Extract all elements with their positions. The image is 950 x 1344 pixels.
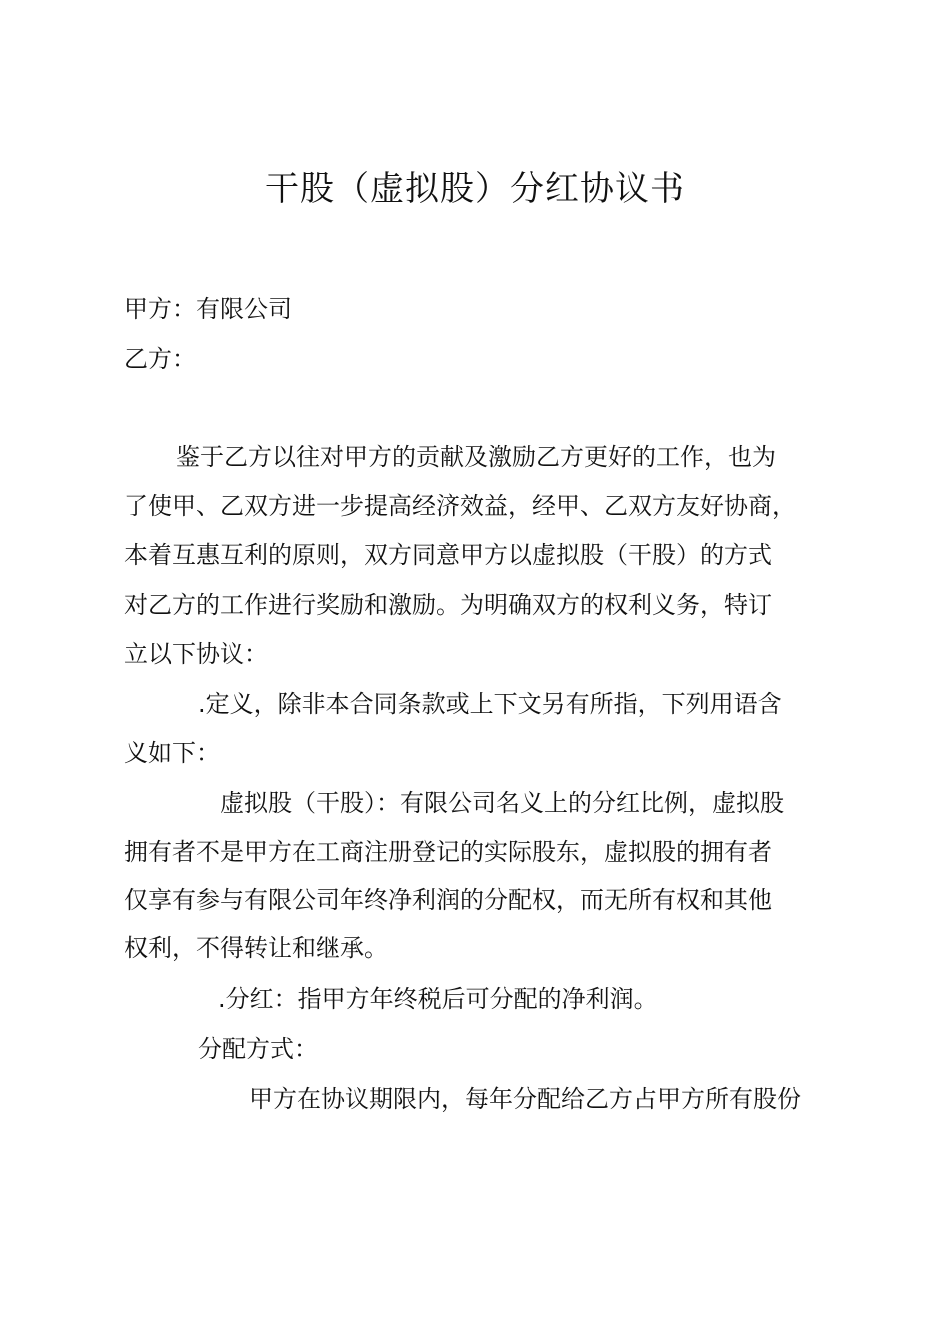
distribution-method-heading: 分配方式： — [198, 1035, 318, 1063]
preamble-line-2: 了使甲、乙双方进一步提高经济效益，经甲、乙双方友好协商， — [124, 492, 796, 520]
virtual-share-definition-line-2: 拥有者不是甲方在工商注册登记的实际股东，虚拟股的拥有者 — [124, 838, 772, 866]
preamble-line-5: 立以下协议： — [124, 640, 268, 668]
party-a-line: 甲方：有限公司 — [124, 295, 292, 323]
virtual-share-definition-line-1: 虚拟股（干股）：有限公司名义上的分红比例，虚拟股 — [220, 789, 784, 817]
virtual-share-definition-line-3: 仅享有参与有限公司年终净利润的分配权，而无所有权和其他 — [124, 886, 772, 914]
dividend-definition-line: .分红：指甲方年终税后可分配的净利润。 — [218, 985, 658, 1013]
definition-clause-line-1: .定义，除非本合同条款或上下文另有所指，下列用语含 — [198, 690, 782, 718]
virtual-share-definition-line-4: 权利，不得转让和继承。 — [124, 934, 388, 962]
party-b-line: 乙方： — [124, 345, 196, 373]
document-title: 干股（虚拟股）分红协议书 — [265, 169, 685, 209]
distribution-method-line-1: 甲方在协议期限内，每年分配给乙方占甲方所有股份 — [249, 1085, 801, 1113]
preamble-line-1: 鉴于乙方以往对甲方的贡献及激励乙方更好的工作，也为 — [176, 443, 776, 471]
preamble-line-3: 本着互惠互利的原则，双方同意甲方以虚拟股（干股）的方式 — [124, 541, 772, 569]
preamble-line-4: 对乙方的工作进行奖励和激励。为明确双方的权利义务，特订 — [124, 591, 772, 619]
definition-clause-line-2: 义如下： — [124, 739, 220, 767]
